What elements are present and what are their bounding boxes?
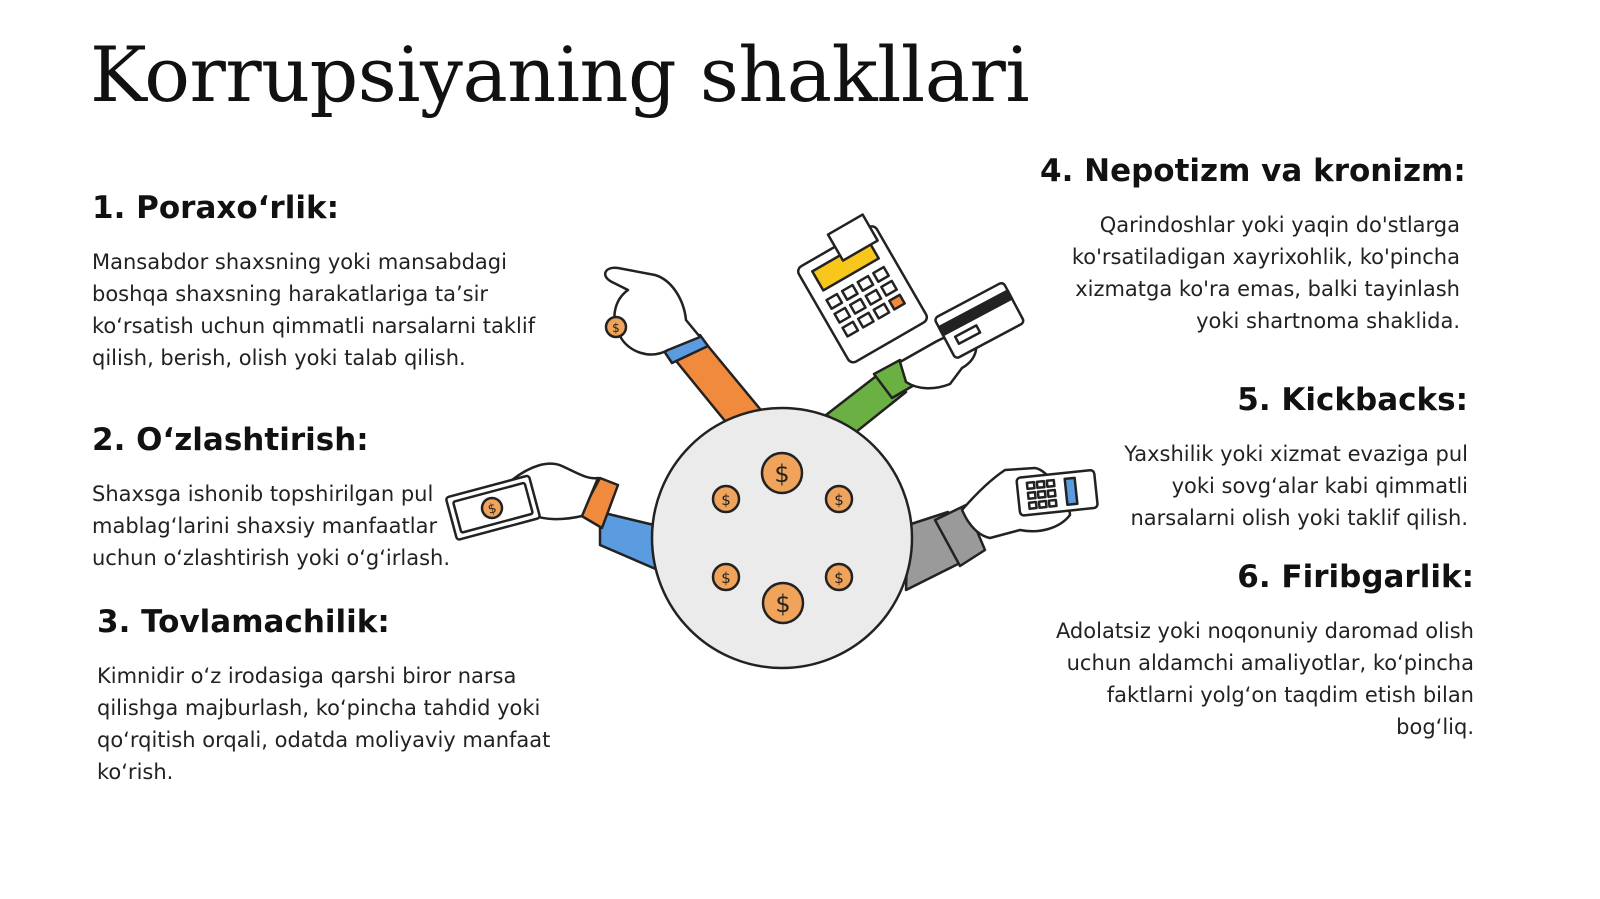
svg-text:$: $ [834, 491, 844, 509]
calculator-icon [789, 212, 929, 364]
coin-icon [826, 564, 852, 590]
coin-icon [763, 583, 803, 623]
section-heading: 5. Kickbacks: [1237, 382, 1468, 418]
section-text: Kimnidir o‘z irodasiga qarshi biror narsa qilishga majburlash, ko‘pincha tahdid yoki qo‘rqitish orqali, odatda moliyaviy manfaat ko‘rish. [97, 664, 551, 784]
coin-icon [713, 486, 739, 512]
section-heading: 4. Nepotizm va kronizm: [1040, 153, 1466, 189]
table-circle [652, 408, 912, 668]
section-embezzlement [92, 422, 462, 574]
coin-icon [713, 564, 739, 590]
coin-icon [762, 453, 802, 493]
svg-text:$: $ [834, 569, 844, 587]
section-extortion [97, 604, 567, 788]
phone-icon [1016, 470, 1098, 516]
section-text: Qarindoshlar yoki yaqin do'stlarga ko'rsatiladigan xayrixohlik, ko'pincha xizmatga ko'ra emas, balki tayinlash yoki shartnoma shaklida. [1071, 213, 1460, 333]
section-heading: 1. Poraxo‘rlik: [92, 190, 339, 226]
coin-icon [606, 317, 626, 337]
svg-text:$: $ [775, 590, 791, 618]
section-heading: 3. Tovlamachilik: [97, 604, 390, 640]
section-text: Adolatsiz yoki noqonuniy daromad olish uchun aldamchi amaliyotlar, ko‘pincha faktlarni yolg‘on taqdim etish bilan bog‘liq. [1055, 619, 1474, 739]
section-text: Mansabdor shaxsning yoki mansabdagi boshqa shaxsning harakatlariga ta’sir ko‘rsatish uchun qimmatli narsalarni taklif qilish, berish, olish yoki talab qilish. [92, 250, 536, 370]
section-kickbacks [1100, 382, 1468, 534]
svg-text:$: $ [721, 569, 731, 587]
page-title: Korrupsiyaning shakllari [90, 30, 1030, 119]
corruption-illustration [486, 220, 1110, 680]
svg-text:$: $ [721, 491, 731, 509]
coin-icon [826, 486, 852, 512]
svg-text:$: $ [486, 501, 499, 518]
svg-text:$: $ [612, 321, 620, 335]
section-text: Shaxsga ishonib topshirilgan pul mablag‘larini shaxsiy manfaatlar uchun o‘zlashtirish yoki o‘g‘irlash. [92, 482, 450, 570]
section-bribery [92, 190, 562, 374]
section-heading: 6. Firibgarlik: [1237, 559, 1474, 595]
arm-top-left [605, 268, 765, 432]
section-text: Yaxshilik yoki xizmat evaziga pul yoki sovg‘alar kabi qimmatli narsalarni olish yoki taklif qilish. [1124, 442, 1468, 530]
svg-text:$: $ [774, 460, 790, 488]
section-heading: 2. O‘zlashtirish: [92, 422, 369, 458]
